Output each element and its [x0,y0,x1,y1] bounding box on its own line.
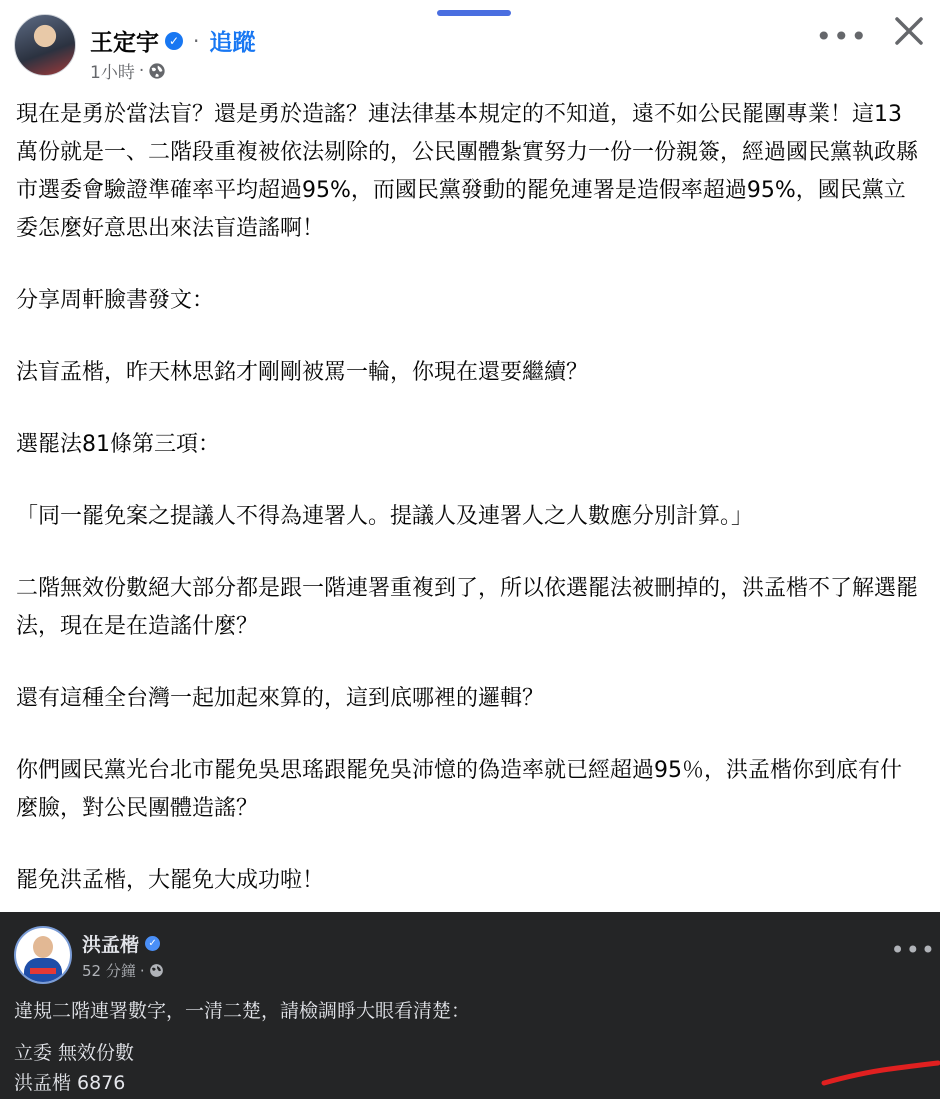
post-header [14,14,926,84]
post-paragraph: 現在是勇於當法盲？還是勇於造謠？連法律基本規定的不知道，遠不如公民罷團專業！這13萬份就是一、二階段重複被依法剔除的，公民團體紮實努力一份一份親簽，經過國民黨執政縣市選委會驗證準確率平均超過95%，而國民黨發動的罷免連署是造假率超過95%，國民黨立委怎麼好意思出來法盲造謠啊！ [16,102,919,241]
meta-dot: · [138,60,145,81]
post-paragraph: 二階無效份數絕大部分都是跟一階連署重複到了，所以依選罷法被刪掉的，洪孟楷不了解選罷法，現在是在造謠什麼？ [16,576,919,639]
globe-icon [149,963,164,978]
post-paragraph: 「同一罷免案之提議人不得為連署人。提議人及連署人之人數應分別計算。」 [16,504,754,529]
shared-post-line: 立委 無效份數 [14,1042,135,1064]
author-name[interactable]: 王定宇 [90,30,159,56]
separator-dot: · [193,28,200,53]
shared-post-time[interactable]: 52 分鐘 [82,962,136,980]
shared-author-avatar[interactable] [14,926,72,984]
shared-post-line: 違規二階連署數字，一清二楚，請檢調睜大眼看清楚： [14,1000,471,1022]
globe-icon [148,62,166,80]
meta-dot: · [139,961,145,980]
post-meta [90,58,166,83]
verified-badge-icon: ✓ [145,936,160,951]
post-paragraph: 還有這種全台灣一起加起來算的，這到底哪裡的邏輯？ [16,686,545,711]
shared-post-text [14,996,470,1098]
shared-post-line: 洪孟楷 6876 [14,1072,126,1094]
post-paragraph: 分享周軒臉書發文： [16,288,215,313]
shared-post-screenshot [0,912,940,1099]
red-annotation-mark [820,1059,940,1089]
more-options-icon[interactable]: ••• [815,20,868,53]
author-row [90,24,255,57]
author-avatar[interactable] [14,14,76,76]
post-body [16,96,922,934]
post-paragraph: 罷免洪孟楷，大罷免大成功啦！ [16,868,325,893]
close-icon[interactable] [892,14,926,48]
shared-author-row [82,930,160,957]
post-paragraph: 選罷法81條第三項： [16,432,220,457]
follow-button[interactable]: 追蹤 [209,30,256,56]
post-paragraph: 你們國民黨光台北市罷免吳思瑤跟罷免吳沛憶的偽造率就已經超過95％，洪孟楷你到底有什麼臉，對公民團體造謠？ [16,758,902,821]
shared-author-name[interactable]: 洪孟楷 [82,934,140,956]
more-options-icon[interactable]: ••• [890,936,936,964]
shared-post-meta [82,960,164,981]
post-paragraph: 法盲孟楷，昨天林思銘才剛剛被罵一輪，你現在還要繼續？ [16,360,589,385]
post-time[interactable]: 1小時 [90,63,135,83]
verified-badge-icon: ✓ [165,32,183,50]
